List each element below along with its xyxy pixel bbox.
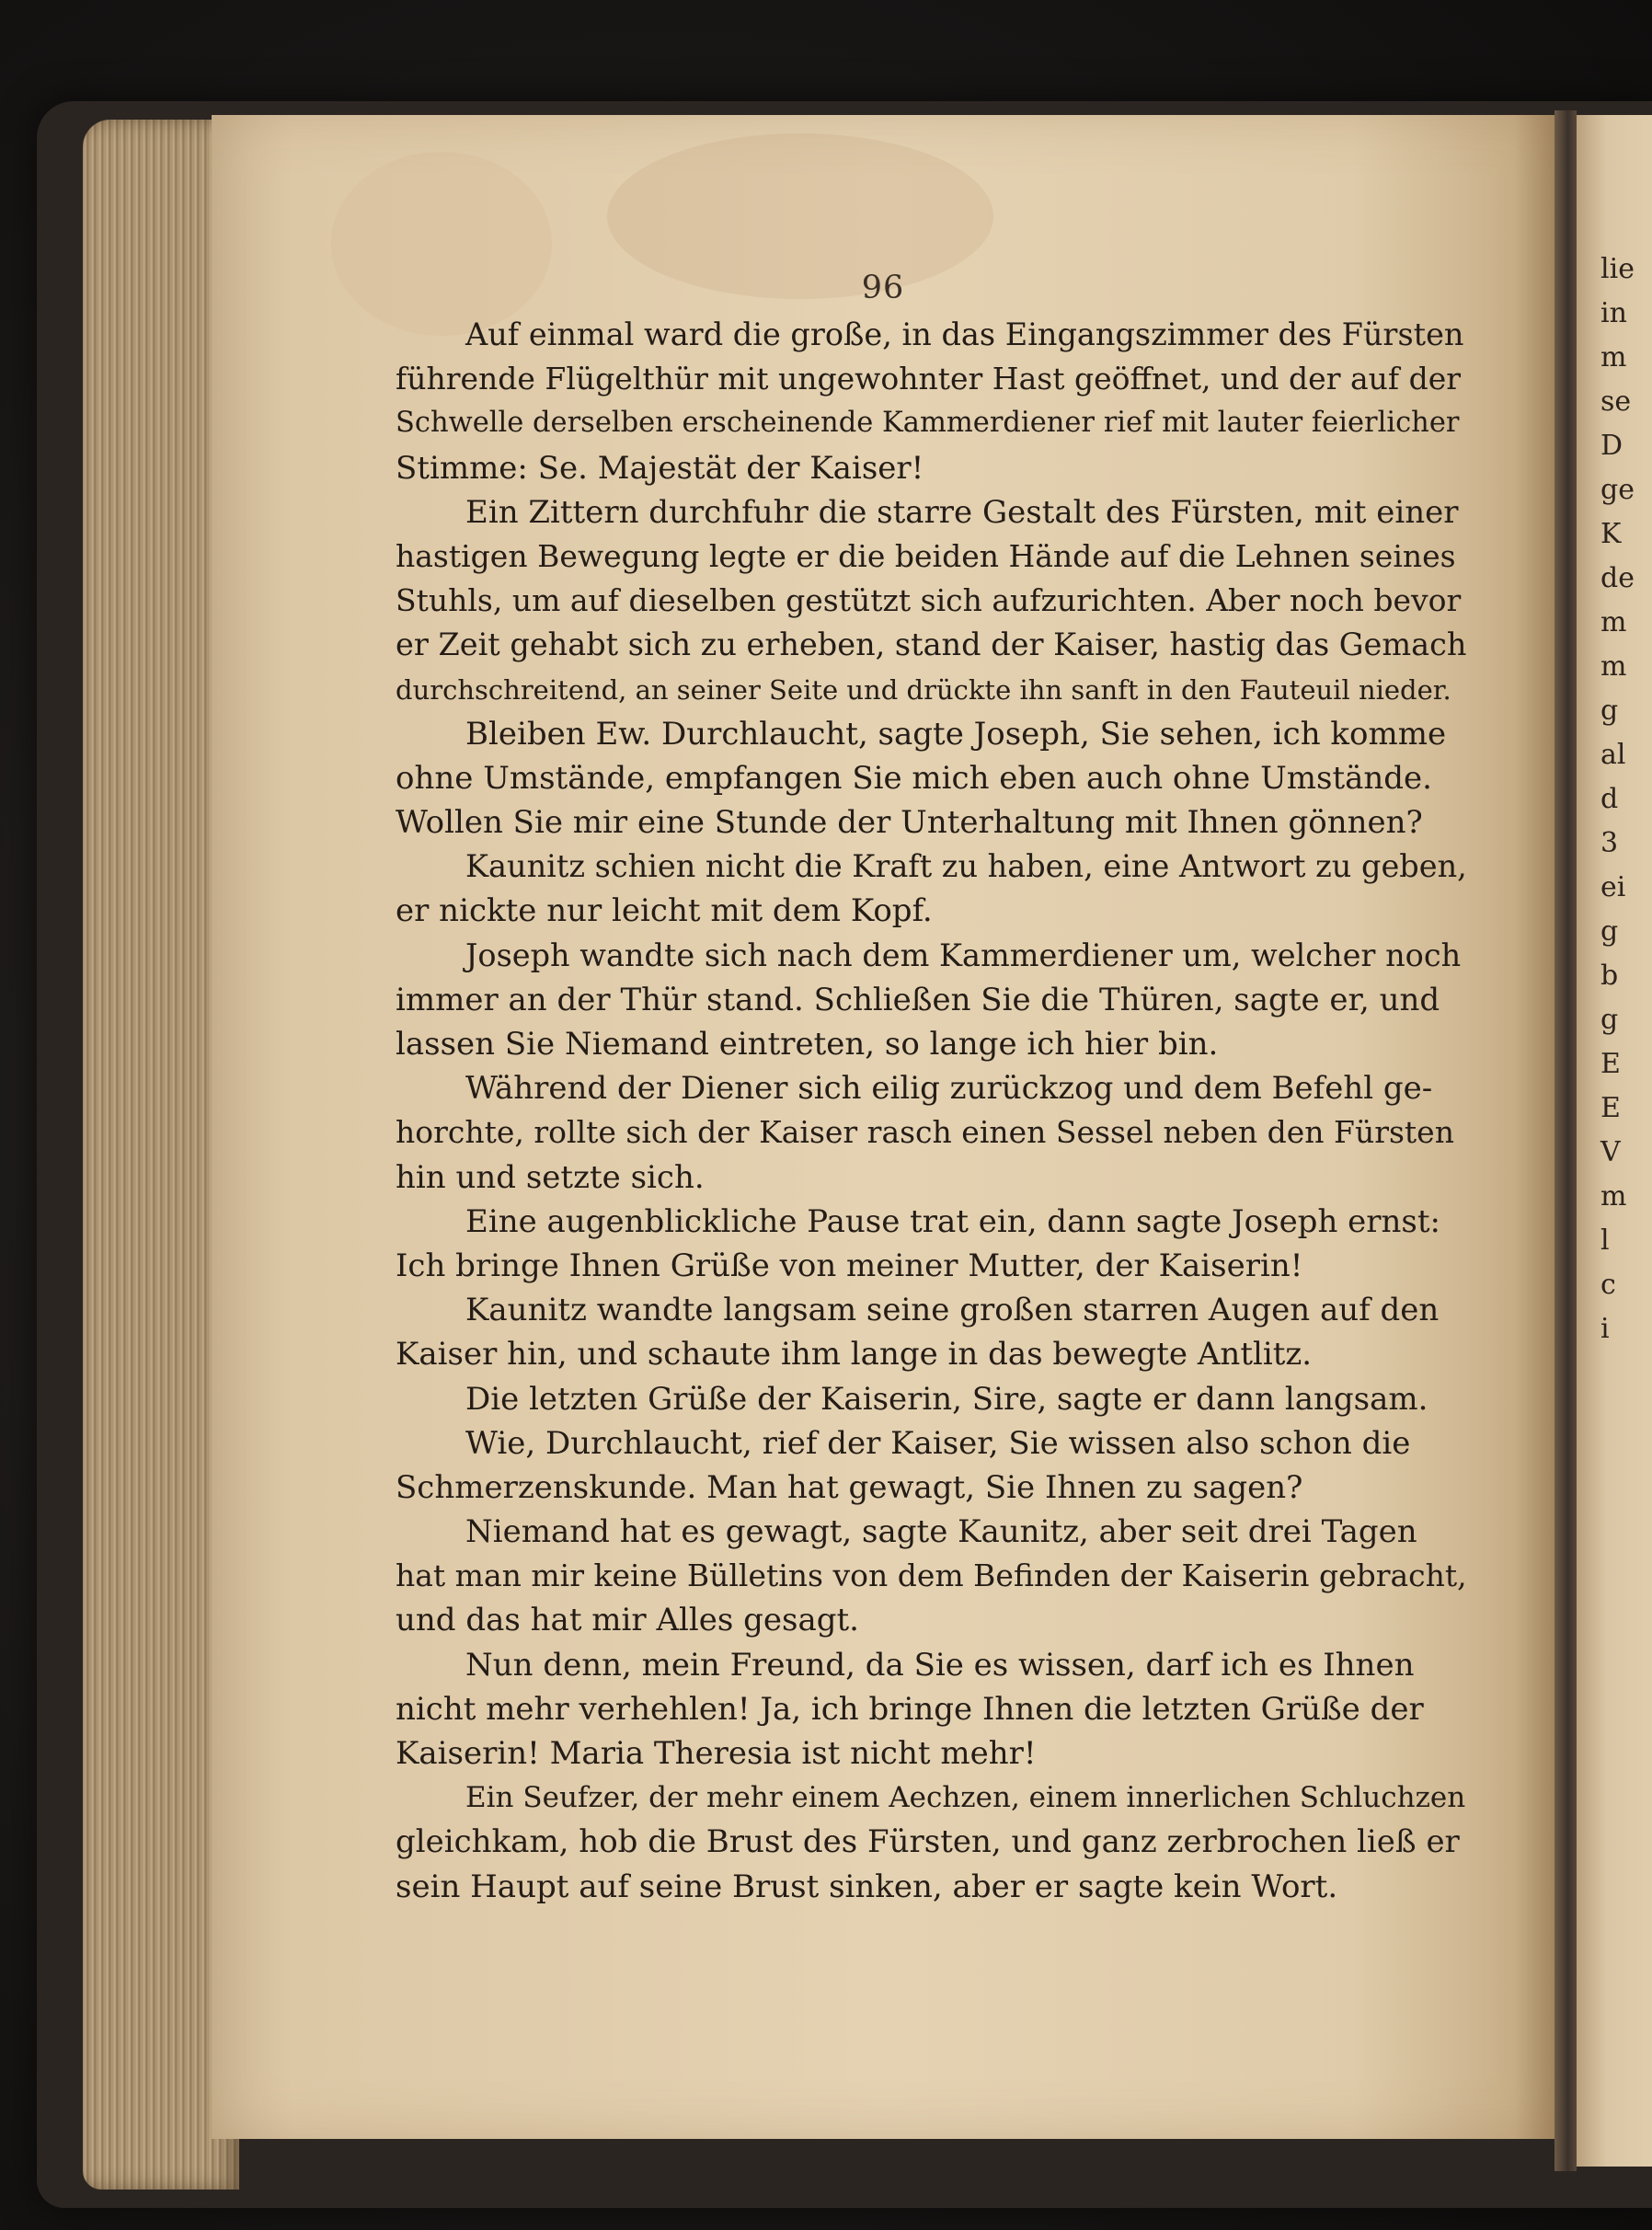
text-line: Kaiserin! Maria Theresia ist nicht mehr!: [396, 1735, 1037, 1772]
book-gutter: [1554, 110, 1577, 2171]
facing-page-fragment: b: [1600, 960, 1619, 992]
facing-page-fragment: m: [1600, 1180, 1627, 1213]
text-line: Kaunitz wandte langsam seine großen starren Augen auf den: [465, 1292, 1440, 1329]
facing-page-fragment: m: [1600, 606, 1627, 638]
page-number: 96: [861, 270, 905, 306]
facing-page-fragment: V: [1600, 1136, 1621, 1168]
text-line: Auf einmal ward die große, in das Eingangszimmer des Fürsten: [465, 316, 1464, 352]
facing-page-fragment: m: [1600, 341, 1627, 374]
text-line: Joseph wandte sich nach dem Kammerdiener um, welcher noch: [465, 937, 1462, 973]
text-line: durchschreitend, an seiner Seite und drückte ihn sanft in den Fauteuil nieder.: [396, 673, 1451, 706]
facing-page-fragment: D: [1600, 430, 1623, 462]
facing-page-fragment: i: [1600, 1313, 1610, 1345]
text-line: Eine augenblickliche Pause trat ein, dann sagte Joseph ernst:: [465, 1202, 1440, 1240]
facing-page-fragment: c: [1600, 1269, 1616, 1301]
facing-page-edge: [1577, 115, 1652, 2167]
text-line: Ich bringe Ihnen Grüße von meiner Mutter, der Kaiserin!: [396, 1247, 1303, 1284]
text-line: hastigen Bewegung legte er die beiden Hände auf die Lehnen seines: [396, 537, 1456, 574]
facing-page-fragment: al: [1600, 739, 1626, 771]
text-line: lassen Sie Niemand eintreten, so lange ich hier bin.: [396, 1026, 1219, 1063]
text-line: Während der Diener sich eilig zurückzog und dem Befehl ge-: [465, 1070, 1433, 1108]
facing-page-fragment: g: [1600, 915, 1619, 948]
text-line: führende Flügelthür mit ungewohnter Hast geöffnet, und der auf der: [396, 361, 1462, 397]
facing-page-fragment: K: [1600, 518, 1622, 550]
facing-page-fragment: in: [1600, 297, 1627, 329]
paper-stain: [331, 152, 552, 336]
facing-page-fragment: m: [1600, 650, 1627, 683]
book-page: [212, 115, 1554, 2139]
text-line: Bleiben Ew. Durchlaucht, sagte Joseph, Sie sehen, ich komme: [465, 715, 1447, 753]
text-line: Schwelle derselben erscheinende Kammerdiener rief mit lauter feierlicher: [396, 407, 1460, 440]
text-line: und das hat mir Alles gesagt.: [396, 1602, 859, 1639]
text-line: horchte, rollte sich der Kaiser rasch einen Sessel neben den Fürsten: [396, 1114, 1454, 1151]
text-line: Ein Zittern durchfuhr die starre Gestalt des Fürsten, mit einer: [465, 493, 1459, 531]
facing-page-fragment: E: [1600, 1092, 1621, 1124]
facing-page-fragment: de: [1600, 562, 1635, 594]
text-line: immer an der Thür stand. Schließen Sie die Thüren, sagte er, und: [396, 981, 1440, 1018]
body-text: [396, 313, 1468, 1909]
text-line: er nickte nur leicht mit dem Kopf.: [396, 892, 933, 930]
text-line: Wollen Sie mir eine Stunde der Unterhaltung mit Ihnen gönnen?: [396, 804, 1423, 842]
text-line: ohne Umstände, empfangen Sie mich eben auch ohne Umstände.: [396, 759, 1432, 797]
text-line: Schmerzenskunde. Man hat gewagt, Sie Ihnen zu sagen?: [396, 1468, 1303, 1506]
text-line: hin und setzte sich.: [396, 1158, 705, 1196]
text-line: hat man mir keine Bülletins von dem Befinden der Kaiserin gebracht,: [396, 1558, 1467, 1594]
text-line: Wie, Durchlaucht, rief der Kaiser, Sie wissen also schon die: [465, 1424, 1411, 1462]
text-line: sein Haupt auf seine Brust sinken, aber er sagte kein Wort.: [396, 1868, 1338, 1905]
text-line: Kaunitz schien nicht die Kraft zu haben, eine Antwort zu geben,: [465, 848, 1467, 885]
text-line: Stimme: Se. Majestät der Kaiser!: [396, 449, 924, 487]
text-line: Stuhls, um auf dieselben gestützt sich aufzurichten. Aber noch bevor: [396, 582, 1462, 619]
facing-page-fragment: g: [1600, 1004, 1619, 1036]
text-line: Kaiser hin, und schaute ihm lange in das bewegte Antlitz.: [396, 1336, 1313, 1374]
text-line: er Zeit gehabt sich zu erheben, stand der Kaiser, hastig das Gemach: [396, 626, 1467, 663]
text-line: Ein Seufzer, der mehr einem Aechzen, einem innerlichen Schluchzen: [465, 1781, 1466, 1815]
text-line: Nun denn, mein Freund, da Sie es wissen, darf ich es Ihnen: [465, 1646, 1415, 1684]
text-line: Die letzten Grüße der Kaiserin, Sire, sagte er dann langsam.: [465, 1380, 1428, 1418]
facing-page-fragment: g: [1600, 695, 1619, 727]
facing-page-fragment: d: [1600, 783, 1619, 815]
facing-page-fragment: se: [1600, 385, 1632, 418]
facing-page-fragment: ge: [1600, 474, 1635, 506]
facing-page-fragment: lie: [1600, 253, 1635, 285]
facing-page-fragment: 3: [1600, 827, 1619, 859]
facing-page-fragment: l: [1600, 1224, 1610, 1257]
facing-page-fragment: E: [1600, 1048, 1621, 1080]
text-line: gleichkam, hob die Brust des Fürsten, und ganz zerbrochen ließ er: [396, 1823, 1460, 1861]
text-line: Niemand hat es gewagt, sagte Kaunitz, aber seit drei Tagen: [465, 1513, 1417, 1551]
text-line: nicht mehr verhehlen! Ja, ich bringe Ihnen die letzten Grüße der: [396, 1690, 1424, 1728]
facing-page-fragment: ei: [1600, 871, 1626, 903]
